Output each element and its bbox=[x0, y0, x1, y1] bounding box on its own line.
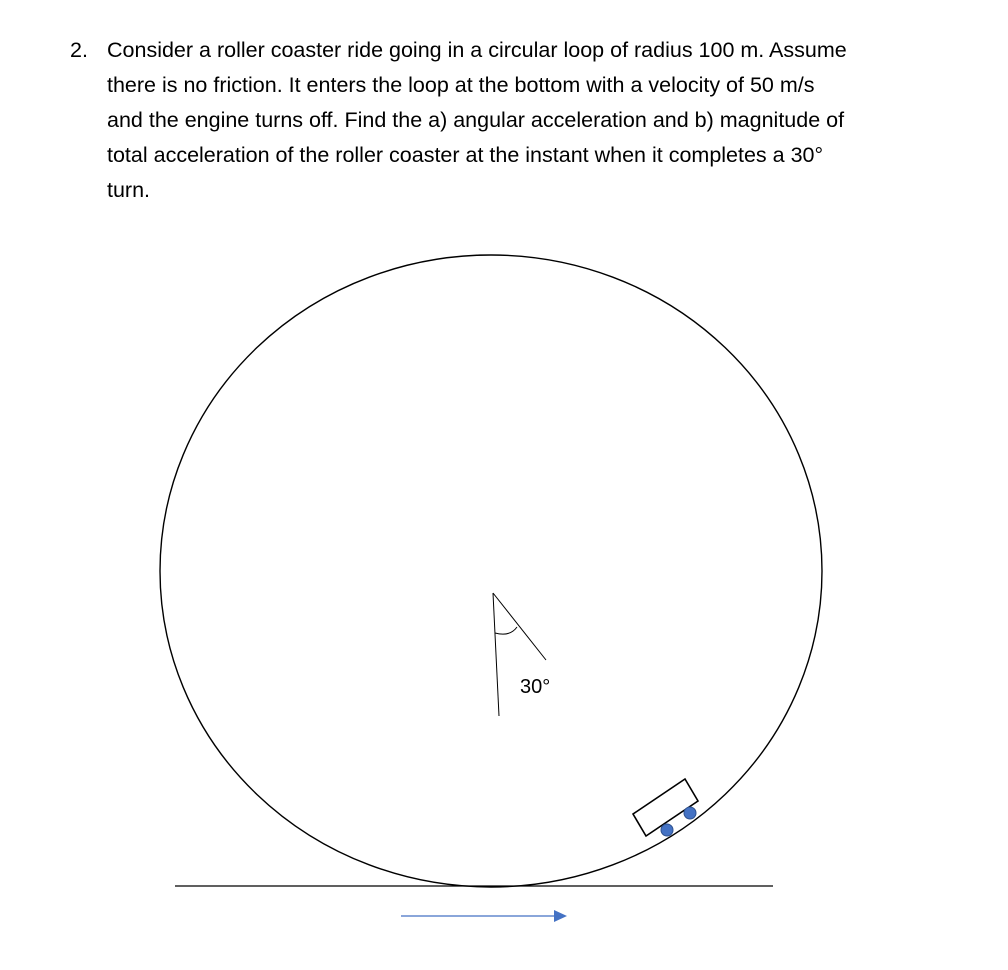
vertical-reference-line bbox=[493, 593, 499, 716]
car-wheel bbox=[661, 824, 673, 836]
velocity-arrow bbox=[401, 910, 567, 922]
loop-circle bbox=[160, 255, 822, 887]
problem-number: 2. bbox=[70, 38, 88, 62]
problem-line: Consider a roller coaster ride going in a circular loop of radius 100 m. Assume bbox=[107, 38, 847, 62]
roller-coaster-car bbox=[633, 779, 698, 836]
angle-label: 30° bbox=[520, 676, 551, 698]
angle-arc bbox=[495, 627, 517, 634]
angle-radius-line bbox=[493, 593, 546, 660]
problem-line: and the engine turns off. Find the a) angular acceleration and b) magnitude of bbox=[107, 108, 845, 132]
problem-line: turn. bbox=[107, 178, 151, 202]
problem-line: there is no friction. It enters the loop at the bottom with a velocity of 50 m/s bbox=[107, 73, 815, 97]
arrow-head-icon bbox=[554, 910, 567, 922]
car-wheel bbox=[684, 807, 696, 819]
problem-line: total acceleration of the roller coaster at the instant when it completes a 30° bbox=[107, 143, 824, 167]
